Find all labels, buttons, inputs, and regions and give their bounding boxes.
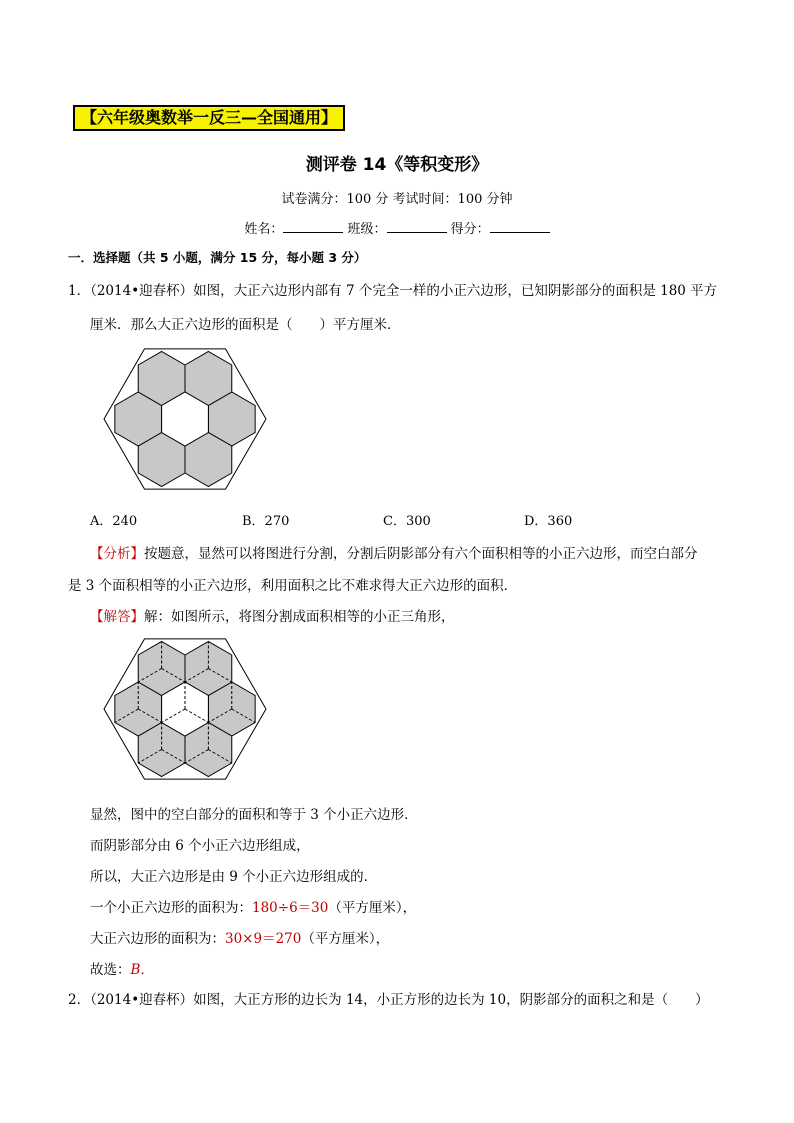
solution-step-1: 显然，图中的空白部分的面积和等于 3 个小正六边形． xyxy=(90,807,418,823)
score-label: 得分： xyxy=(450,222,490,237)
answer-tag: 【解答】 xyxy=(90,609,144,625)
page-title: 测评卷 14《等积变形》 xyxy=(305,155,489,175)
option-a[interactable]: A．240 xyxy=(90,514,138,529)
step-5-unit: （平方厘米）， xyxy=(301,931,390,947)
solution-step-2: 而阴影部分由 6 个小正六边形组成， xyxy=(90,838,310,854)
solution-step-3: 所以，大正六边形是由 9 个小正六边形组成的． xyxy=(90,869,378,885)
class-label: 班级： xyxy=(347,222,387,237)
step-4-unit: （平方厘米）， xyxy=(328,900,417,916)
name-blank[interactable] xyxy=(283,220,343,233)
analysis-line-1 xyxy=(90,542,698,562)
solution-step-6 xyxy=(90,958,154,978)
hexagon-figure-2 xyxy=(90,628,280,790)
student-fields xyxy=(0,218,794,237)
question-2-line-1: 2．（2014•迎春杯）如图，大正方形的边长为 14，小正方形的边长为 10，阴影部分的面积之和是（ ） xyxy=(68,992,709,1008)
option-d[interactable]: D．360 xyxy=(524,514,573,529)
answer-line xyxy=(90,605,455,625)
class-blank[interactable] xyxy=(387,220,447,233)
category-banner: 【六年级奥数举一反三—全国通用】 xyxy=(73,105,345,131)
question-1-line-1: 1．（2014•迎春杯）如图，大正六边形内部有 7 个完全一样的小正六边形，已知阴影部分的面积是 180 平方 xyxy=(68,283,718,299)
step-5-formula: 30×9＝270 xyxy=(225,931,302,947)
analysis-line-2: 是 3 个面积相等的小正六边形，利用面积之比不难求得大正六边形的面积． xyxy=(68,578,518,594)
final-answer: B． xyxy=(130,962,154,978)
analysis-text-1: 按题意，显然可以将图进行分割，分割后阴影部分有六个面积相等的小正六边形，而空白部分 xyxy=(144,546,698,562)
section-heading: 一．选择题（共 5 小题，满分 15 分，每小题 3 分） xyxy=(68,250,367,265)
question-1-line-2: 厘米．那么大正六边形的面积是（ ）平方厘米． xyxy=(90,317,401,333)
step-4-formula: 180÷6＝30 xyxy=(252,900,329,916)
answer-text: 解：如图所示，将图分割成面积相等的小正三角形， xyxy=(144,609,455,625)
exam-info: 试卷满分：100 分 考试时间：100 分钟 xyxy=(281,192,513,207)
step-4-text: 一个小正六边形的面积为： xyxy=(90,900,252,916)
step-5-text: 大正六边形的面积为： xyxy=(90,931,225,947)
option-c[interactable]: C．300 xyxy=(383,514,431,529)
option-b[interactable]: B．270 xyxy=(242,514,290,529)
step-6-text: 故选： xyxy=(90,962,131,978)
analysis-tag: 【分析】 xyxy=(90,546,144,562)
name-label: 姓名： xyxy=(244,222,284,237)
solution-step-5 xyxy=(90,927,389,947)
hexagon-figure-1 xyxy=(90,338,280,500)
solution-step-4 xyxy=(90,896,416,916)
score-blank[interactable] xyxy=(490,220,550,233)
